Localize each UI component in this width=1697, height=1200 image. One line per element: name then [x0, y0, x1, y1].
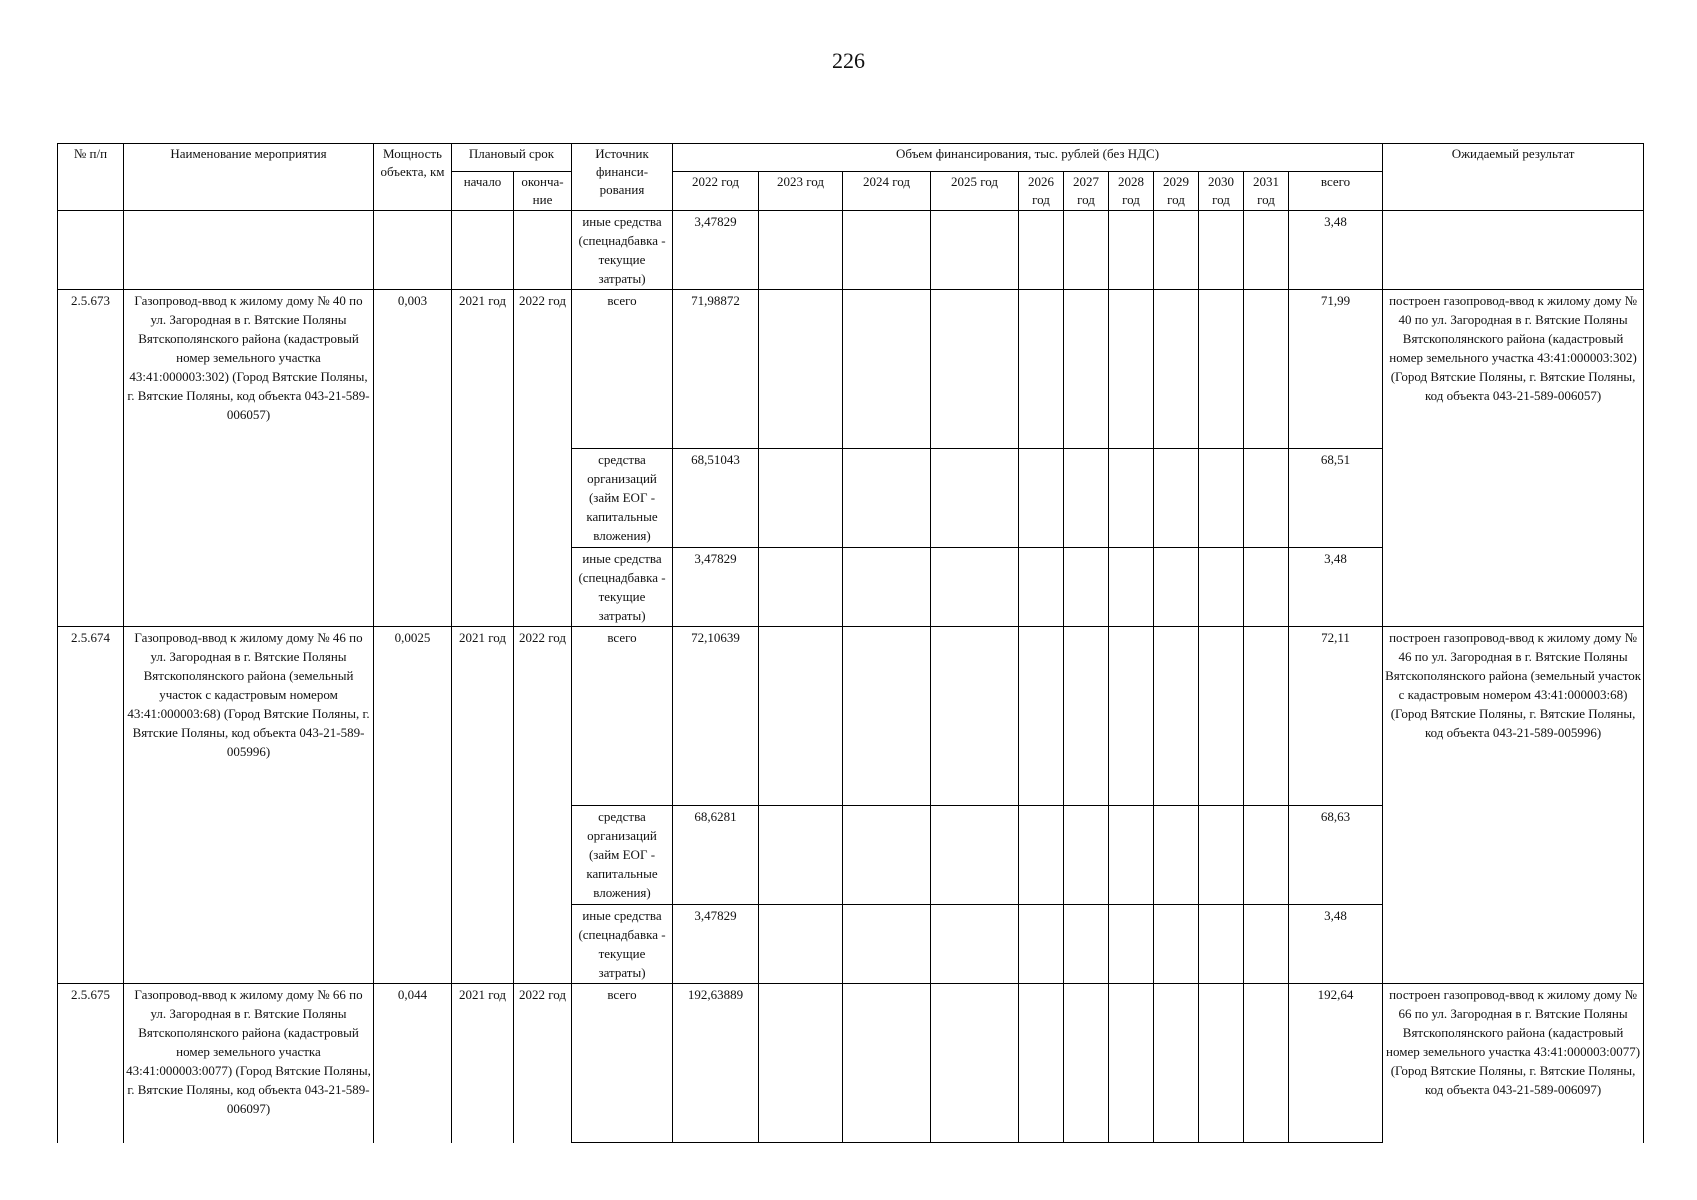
item-num: 2.5.673: [58, 290, 124, 627]
item-2022: 68,51043: [673, 449, 759, 548]
financing-table: [57, 143, 1644, 1143]
header-year-2028: 2028 год: [1109, 172, 1154, 211]
header-year-2030: 2030 год: [1199, 172, 1244, 211]
header-year-2025: 2025 год: [931, 172, 1019, 211]
header-year-2024: 2024 год: [843, 172, 931, 211]
header-year-2029: 2029 год: [1154, 172, 1199, 211]
item-source: всего: [572, 290, 673, 449]
item-source: всего: [572, 984, 673, 1143]
carry-source: иные средства (спецнадбавка - текущие затраты): [572, 211, 673, 290]
item-source: иные средства (спецнадбавка - текущие затраты): [572, 905, 673, 984]
header-year-2027: 2027 год: [1064, 172, 1109, 211]
item-total: 3,48: [1289, 905, 1383, 984]
item-source: средства организаций (займ ЕОГ - капитальные вложения): [572, 449, 673, 548]
item-result: построен газопровод-ввод к жилому дому № 46 по ул. Загородная в г. Вятские Поляны Вятскополянского района (земельный участок с кадастровым номером 43:41:000003:68) (Город Вятские Поляны, г. Вятские Поляны, код объекта 043-21-589-005996): [1383, 627, 1644, 984]
item-2022: 71,98872: [673, 290, 759, 449]
table-row: [58, 211, 1644, 290]
table-row: [58, 627, 1644, 806]
item-source: средства организаций (займ ЕОГ - капитальные вложения): [572, 806, 673, 905]
header-source: Источник финанси-рования: [572, 144, 673, 211]
item-total: 68,63: [1289, 806, 1383, 905]
item-capacity: 0,044: [374, 984, 452, 1143]
item-total: 71,99: [1289, 290, 1383, 449]
item-2022: 3,47829: [673, 548, 759, 627]
header-total: всего: [1289, 172, 1383, 211]
item-end: 2022 год: [514, 290, 572, 627]
item-num: 2.5.675: [58, 984, 124, 1143]
item-total: 3,48: [1289, 548, 1383, 627]
item-2022: 192,63889: [673, 984, 759, 1143]
carry-2022: 3,47829: [673, 211, 759, 290]
item-total: 192,64: [1289, 984, 1383, 1143]
header-capacity: Мощность объекта, км: [374, 144, 452, 211]
item-source: иные средства (спецнадбавка - текущие затраты): [572, 548, 673, 627]
header-planned-term: Плановый срок: [452, 144, 572, 172]
header-year-2026: 2026 год: [1019, 172, 1064, 211]
table-row: [58, 984, 1644, 1143]
item-2022: 72,10639: [673, 627, 759, 806]
item-result: построен газопровод-ввод к жилому дому № 40 по ул. Загородная в г. Вятские Поляны Вятскополянского района (кадастровый номер земельного участка 43:41:000003:302) (Город Вятские Поляны, г. Вятские Поляны, код объекта 043-21-589-006057): [1383, 290, 1644, 627]
header-year-2022: 2022 год: [673, 172, 759, 211]
item-source: всего: [572, 627, 673, 806]
table-header: [58, 144, 1644, 211]
header-num: № п/п: [58, 144, 124, 211]
item-total: 68,51: [1289, 449, 1383, 548]
table-body: [58, 211, 1644, 1143]
item-name: Газопровод-ввод к жилому дому № 46 по ул. Загородная в г. Вятские Поляны Вятскополянского района (земельный участок с кадастровым номером 43:41:000003:68) (Город Вятские Поляны, г. Вятские Поляны, код объекта 043-21-589-005996): [124, 627, 374, 984]
item-capacity: 0,0025: [374, 627, 452, 984]
item-2022: 3,47829: [673, 905, 759, 984]
item-result: построен газопровод-ввод к жилому дому № 66 по ул. Загородная в г. Вятские Поляны Вятскополянского района (кадастровый номер земельного участка 43:41:000003:0077) (Город Вятские Поляны, г. Вятские Поляны, код объекта 043-21-589-006097): [1383, 984, 1644, 1143]
header-name: Наименование мероприятия: [124, 144, 374, 211]
item-start: 2021 год: [452, 627, 514, 984]
header-year-2031: 2031 год: [1244, 172, 1289, 211]
header-year-2023: 2023 год: [759, 172, 843, 211]
header-start: начало: [452, 172, 514, 211]
header-result: Ожидаемый результат: [1383, 144, 1644, 211]
item-total: 72,11: [1289, 627, 1383, 806]
item-start: 2021 год: [452, 984, 514, 1143]
item-2022: 68,6281: [673, 806, 759, 905]
page-number: 226: [832, 48, 865, 73]
item-name: Газопровод-ввод к жилому дому № 40 по ул. Загородная в г. Вятские Поляны Вятскополянского района (кадастровый номер земельного участка 43:41:000003:302) (Город Вятские Поляны, г. Вятские Поляны, код объекта 043-21-589-006057): [124, 290, 374, 627]
item-num: 2.5.674: [58, 627, 124, 984]
item-capacity: 0,003: [374, 290, 452, 627]
item-name: Газопровод-ввод к жилому дому № 66 по ул. Загородная в г. Вятские Поляны Вятскополянского района (кадастровый номер земельного участка 43:41:000003:0077) (Город Вятские Поляны, г. Вятские Поляны, код объекта 043-21-589-006097): [124, 984, 374, 1143]
item-end: 2022 год: [514, 627, 572, 984]
header-funding-volume: Объем финансирования, тыс. рублей (без НДС): [673, 144, 1383, 172]
item-end: 2022 год: [514, 984, 572, 1143]
item-start: 2021 год: [452, 290, 514, 627]
header-end: оконча-ние: [514, 172, 572, 211]
table-row: [58, 290, 1644, 449]
carry-total: 3,48: [1289, 211, 1383, 290]
